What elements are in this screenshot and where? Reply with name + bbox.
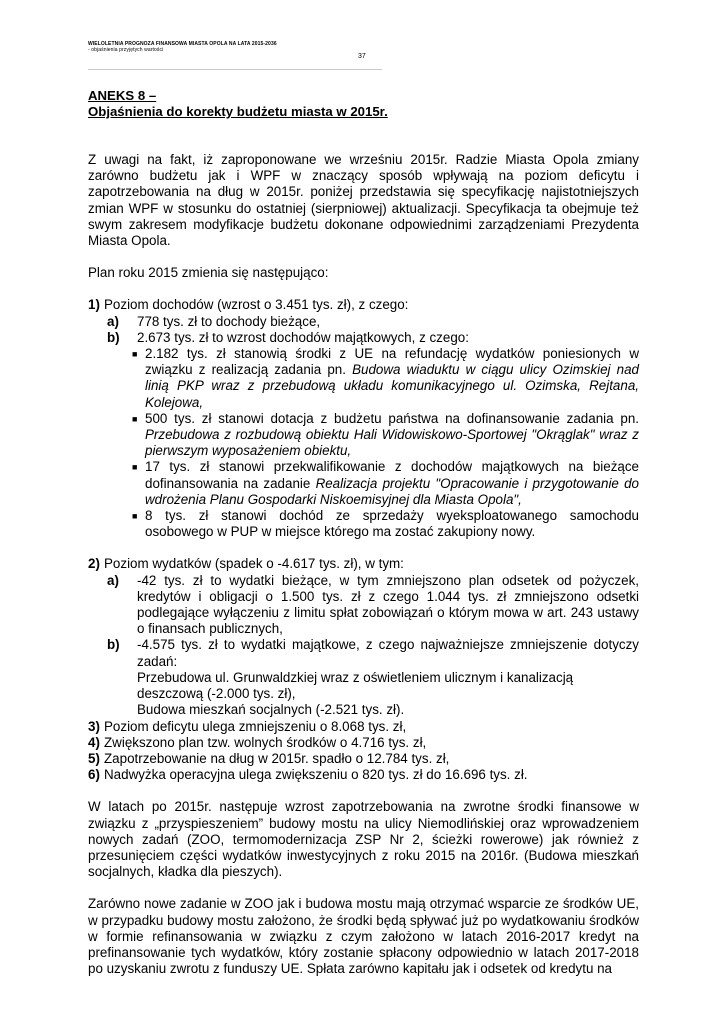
list-item-5 [88, 751, 639, 767]
item-text: Nadwyżka operacyjna ulega zwiększeniu o 820 tys. zł do 16.696 tys. zł. [104, 767, 528, 783]
plan-intro: Plan roku 2015 zmienia się następująco: [88, 265, 329, 281]
square-bullet-icon: ■ [132, 511, 138, 522]
sub-item-1b [88, 330, 639, 346]
eu-funding-paragraph: Zarówno nowe zadanie w ZOO jak i budowa mostu mają otrzymać wsparcie ze środków UE, w przypadku budowy mostu założono, że środki będą spływać już po wydatkowaniu środków w formie refinansowania w związku z czym założono w latach 2016-2017 kredyt na prefinansowanie tych wydatków, który zostanie spłacony odpowiednio w latach 2017-2018 po uzyskaniu zwrotu z funduszy UE. Spłata zarówno kapitału jak i odsetek od kredytu na [88, 896, 639, 977]
later-years-paragraph: W latach po 2015r. następuje wzrost zapotrzebowania na zwrotne środki finansowe w związku z „przyspieszeniem” budowy mostu na ulicy Niemodlińskiej oraz wprowadzeniem nowych zadań (ZOO, termomodernizacja ZSP Nr 2, ścieżki rowerowe) jak również z przesunięciem części wydatków inwestycyjnych z roku 2015 na 2016r. (Budowa mieszkań socjalnych, kładka dla pieszych). [88, 799, 639, 880]
list-item-3 [88, 719, 639, 735]
bullet-text: 17 tys. zł stanowi przekwalifikowanie z dochodów majątkowych na bieżące dofinansowania na zadanie Realizacja projektu "Opracowanie i przygotowanie do wdrożenia Planu Gospodarki Niskoemisyjnej dla Miasta Opola", [145, 459, 639, 507]
item-number: 3) [88, 718, 100, 734]
sub-item-label: a) [107, 313, 119, 329]
page-number: 37 [358, 53, 366, 60]
sub-item-text: -4.575 tys. zł to wydatki majątkowe, z czego najważniejsze zmniejszenie dotyczy zadań: [137, 637, 639, 669]
list-item-4 [88, 735, 639, 751]
item-text: Zapotrzebowanie na dług w 2015r. spadło o 12.784 tys. zł, [104, 750, 450, 766]
sub-item-label: a) [107, 572, 119, 588]
item-number: 1) [88, 297, 100, 313]
annex-label: ANEKS 8 – [88, 88, 157, 103]
sub-item-text: 2.673 tys. zł to wzrost dochodów majątkowych, z czego: [137, 329, 469, 345]
intro-paragraph: Z uwagi na fakt, iż zaproponowane we wrześniu 2015r. Radzie Miasta Opola zmiany zarówno budżetu jak i WPF w znaczący sposób wpływają na poziom deficytu i zapotrzebowania na dług w 2015r. poniżej przedstawia się specyfikację najistotniejszych zmian WPF w stosunku do ostatniej (sierpniowej) aktualizacji. Specyfikacja ta obejmuje też swym zakresem modyfikacje budżetu dokonane odpowiednimi zarządzeniami Prezydenta Miasta Opola. [88, 152, 639, 249]
sub-item-body [121, 637, 639, 718]
bullet-item [88, 508, 639, 540]
bullet-item [88, 346, 639, 411]
sub-item-text: -42 tys. zł to wydatki bieżące, w tym zmniejszono plan odsetek od pożyczek, kredytów i obligacji o 1.500 tys. zł z czego 1.044 tys. zł zmniejszono odsetki podlegające wyłączeniu z limitu spłat zobowiązań o którym mowa w art. 243 ustawy o finansach publicznych, [137, 572, 639, 637]
sub-item-label: b) [107, 637, 120, 653]
header-title: WIELOLETNIA PROGNOZA FINANSOWA MIASTA OPOLA NA LATA 2015-2036 [88, 41, 277, 47]
item-number: 4) [88, 734, 100, 750]
sub-item-2a [88, 573, 639, 638]
bullet-item [88, 411, 639, 460]
document-body [88, 152, 639, 977]
header-divider [88, 69, 382, 70]
sub-item-1a [88, 314, 639, 330]
item-number: 5) [88, 750, 100, 766]
item-number: 6) [88, 767, 100, 783]
sub-item-label: b) [107, 329, 120, 345]
list-item-1 [88, 297, 639, 313]
square-bullet-icon: ■ [132, 462, 138, 473]
list-item-6 [88, 767, 639, 783]
bullet-text: 2.182 tys. zł stanowią środki z UE na refundację wydatków poniesionych w związku z realizacją zadania pn. Budowa wiaduktu w ciągu ulicy Ozimskiej nad linią PKP wraz z przebudową układu komunikacyjnego ul. Ozimska, Rejtana, Kolejowa, [145, 346, 639, 410]
task-grunwaldzka: Przebudowa ul. Grunwaldzkiej wraz z oświetleniem ulicznym i kanalizacją deszczową (-2.000 tys. zł), [137, 669, 574, 702]
sub-item-2b [88, 637, 639, 718]
item-number: 2) [88, 556, 100, 572]
item-text: Zwiększono plan tzw. wolnych środków o 4.716 tys. zł, [104, 734, 427, 750]
header-subtitle: - objaśnienia przyjętych wartości [88, 47, 164, 53]
bullet-text: 8 tys. zł stanowi dochód ze sprzedaży wyeksploatowanego samochodu osobowego w PUP w miejsce którego ma zostać zakupiony nowy. [145, 508, 639, 540]
item-text: Poziom wydatków (spadek o -4.617 tys. zł), w tym: [104, 556, 404, 572]
task-social-housing: Budowa mieszkań socjalnych (-2.521 tys. zł). [137, 702, 405, 718]
sub-item-text: 778 tys. zł to dochody bieżące, [137, 313, 321, 329]
document-header [88, 41, 277, 53]
list-item-2 [88, 556, 639, 572]
square-bullet-icon: ■ [132, 349, 138, 360]
square-bullet-icon: ■ [132, 413, 138, 424]
item-text: Poziom dochodów (wzrost o 3.451 tys. zł), z czego: [104, 297, 409, 313]
section-title [88, 88, 388, 120]
annex-heading: Objaśnienia do korekty budżetu miasta w 2015r. [88, 104, 388, 119]
bullet-text: 500 tys. zł stanowi dotacja z budżetu państwa na dofinansowanie zadania pn. Przebudowa z rozbudową obiektu Hali Widowiskowo-Sportowej "Okrąglak" wraz z pierwszym wyposażeniem obiektu, [145, 410, 639, 459]
item-text: Poziom deficytu ulega zmniejszeniu o 8.068 tys. zł, [104, 718, 407, 734]
bullet-item [88, 459, 639, 508]
